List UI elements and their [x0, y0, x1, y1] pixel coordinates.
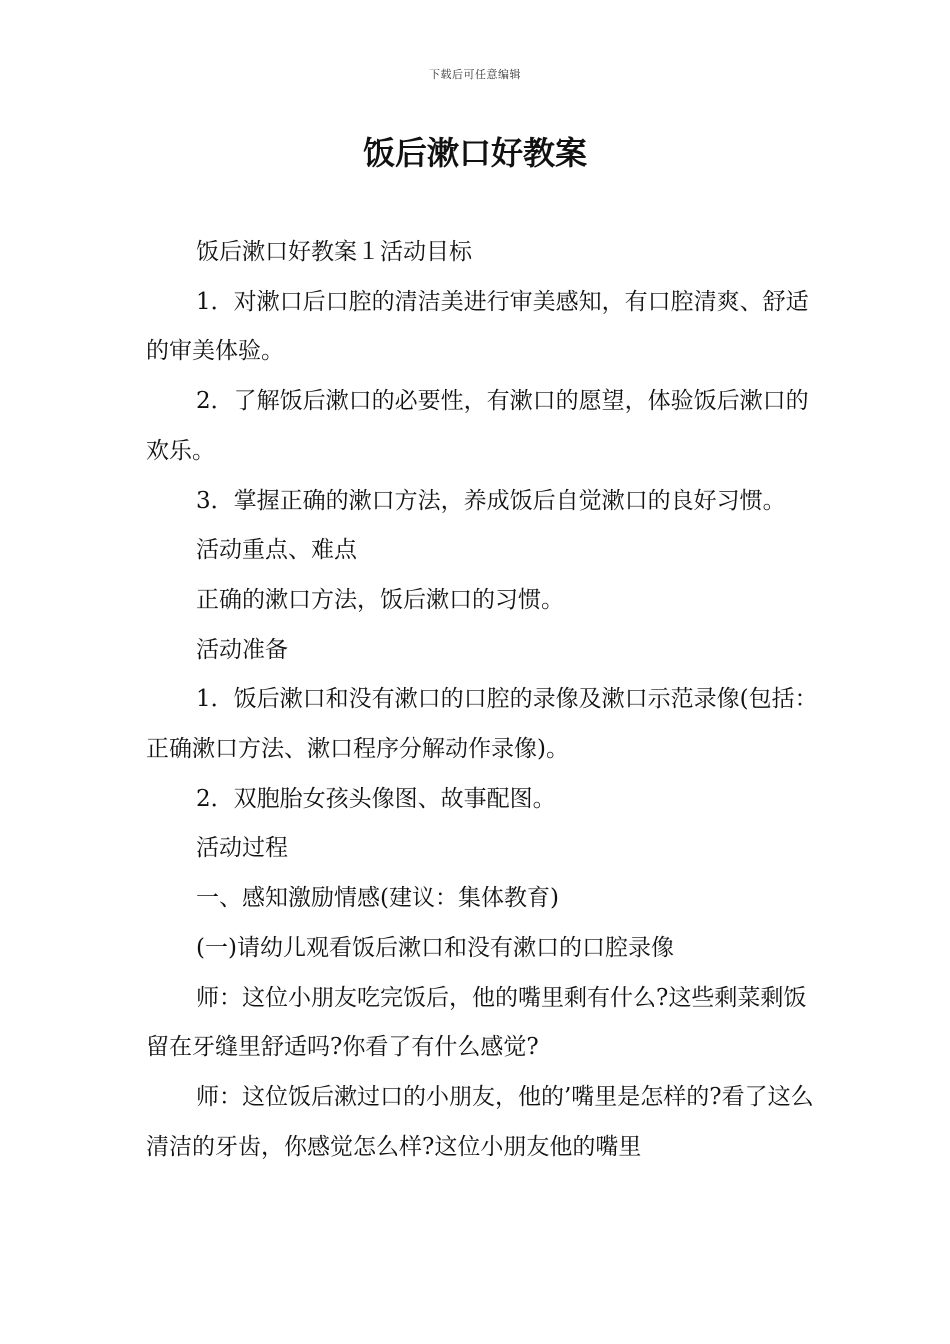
- paragraph-preparation-heading: 活动准备: [196, 636, 288, 663]
- page-header-note: 下载后可任意编辑: [429, 68, 521, 81]
- paragraph-preparation-2: 2．双胞胎女孩头像图、故事配图。: [196, 785, 556, 812]
- paragraph-preparation-1: 1．饭后漱口和没有漱口的口腔的录像及漱口示范录像(包括：正确漱口方法、漱口程序分解动作录像)。: [146, 686, 818, 763]
- paragraph-goal-3: 3．掌握正确的漱口方法，养成饭后自觉漱口的良好习惯。: [196, 487, 786, 514]
- document-title: 饭后漱口好教案: [362, 134, 587, 172]
- paragraph-teacher-line-1: 师：这位小朋友吃完饭后，他的嘴里剩有什么?这些剩菜剩饭留在牙缝里舒适吗?你看了有什么感觉?: [146, 984, 807, 1061]
- paragraph-process-heading: 活动过程: [196, 835, 288, 862]
- paragraph-section-heading: 饭后漱口好教案１活动目标: [196, 239, 472, 265]
- paragraph-teacher-line-2: 师：这位饭后漱过口的小朋友，他的’嘴里是怎样的?看了这么清洁的牙齿，你感觉怎么样?这位小朋友他的嘴里: [146, 1083, 814, 1160]
- paragraph-process-step-1: 一、感知激励情感(建议：集体教育): [196, 885, 559, 912]
- paragraph-key-points-heading: 活动重点、难点: [196, 537, 357, 564]
- paragraph-goal-1: 1．对漱口后口腔的清洁美进行审美感知，有口腔清爽、舒适的审美体验。: [146, 288, 809, 365]
- paragraph-key-points: 正确的漱口方法，饭后漱口的习惯。: [196, 586, 564, 613]
- paragraph-goal-2: 2．了解饭后漱口的必要性，有漱口的愿望，体验饭后漱口的欢乐。: [146, 388, 809, 464]
- document-body: [146, 228, 826, 1172]
- paragraph-process-substep-1: (一)请幼儿观看饭后漱口和没有漱口的口腔录像: [196, 934, 674, 961]
